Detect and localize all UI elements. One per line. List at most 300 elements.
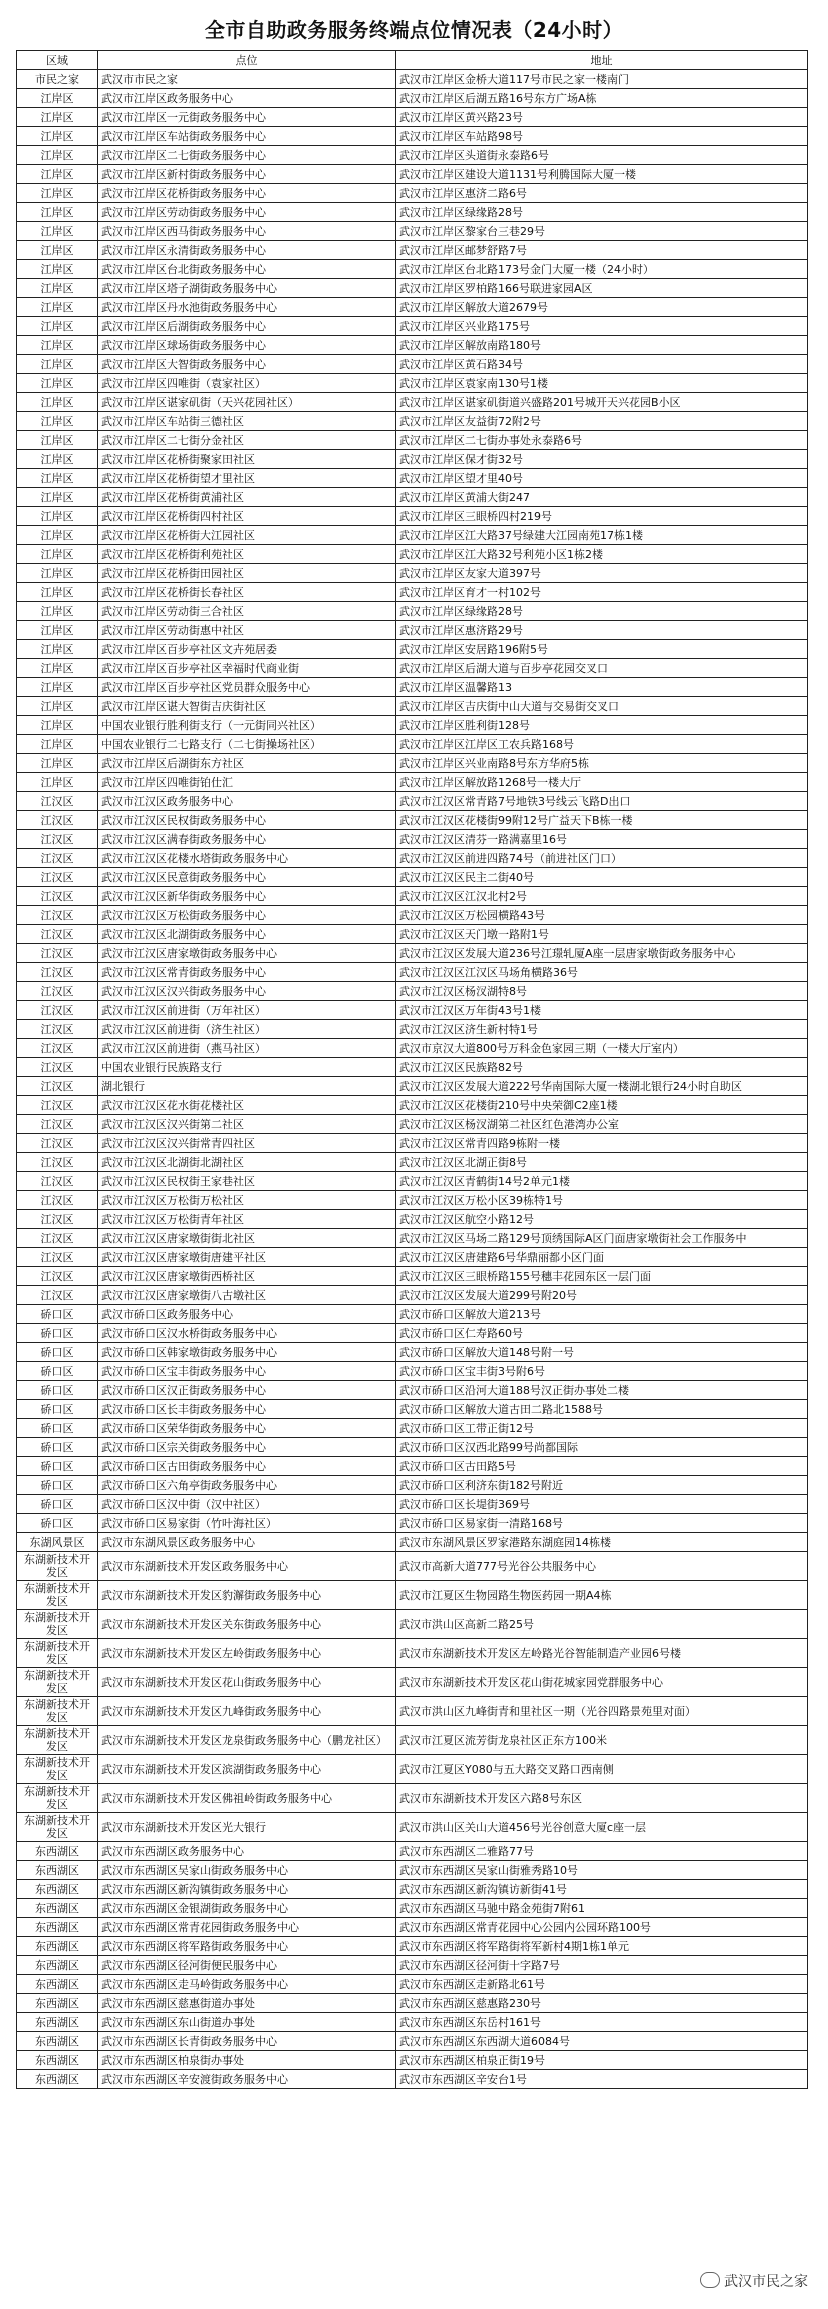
cell-area: 江岸区 — [17, 602, 98, 621]
cell-address: 武汉市江岸区头道街永泰路6号 — [396, 146, 808, 165]
table-row — [17, 507, 808, 526]
cell-location: 武汉市东西湖区政务服务中心 — [98, 1842, 396, 1861]
cell-address: 武汉市江岸区黄浦大街247 — [396, 488, 808, 507]
table-row — [17, 792, 808, 811]
cell-address: 武汉市江汉区北湖正街8号 — [396, 1153, 808, 1172]
table-row — [17, 1956, 808, 1975]
cell-area: 江汉区 — [17, 1039, 98, 1058]
terminal-location-table — [16, 50, 808, 2089]
cell-area: 江岸区 — [17, 678, 98, 697]
cell-area: 江岸区 — [17, 735, 98, 754]
column-header-address: 地址 — [396, 51, 808, 70]
cell-location: 武汉市江岸区花桥街四村社区 — [98, 507, 396, 526]
cell-location: 武汉市江汉区民权街政务服务中心 — [98, 811, 396, 830]
table-row — [17, 697, 808, 716]
table-row — [17, 906, 808, 925]
cell-address: 武汉市高新大道777号光谷公共服务中心 — [396, 1552, 808, 1581]
cell-address: 武汉市江汉区马场二路129号顶绣国际A区门面唐家墩街社会工作服务中 — [396, 1229, 808, 1248]
table-row — [17, 1381, 808, 1400]
cell-location: 武汉市江岸区丹水池街政务服务中心 — [98, 298, 396, 317]
cell-location: 武汉市江汉区北湖街政务服务中心 — [98, 925, 396, 944]
cell-location: 武汉市东湖新技术开发区佛祖岭街政务服务中心 — [98, 1784, 396, 1813]
cell-address: 武汉市东西湖区常青花园中心公园内公园环路100号 — [396, 1918, 808, 1937]
cell-area: 江岸区 — [17, 640, 98, 659]
table-row — [17, 1153, 808, 1172]
cell-location: 武汉市江岸区百步亭社区党员群众服务中心 — [98, 678, 396, 697]
table-row — [17, 1918, 808, 1937]
table-row — [17, 89, 808, 108]
cell-area: 硚口区 — [17, 1305, 98, 1324]
cell-address: 武汉市江汉区济生新村特1号 — [396, 1020, 808, 1039]
cell-area: 东西湖区 — [17, 2032, 98, 2051]
table-row — [17, 1229, 808, 1248]
cell-area: 东西湖区 — [17, 2013, 98, 2032]
cell-area: 江汉区 — [17, 1001, 98, 1020]
table-row — [17, 735, 808, 754]
table-row — [17, 1476, 808, 1495]
cell-location: 武汉市东西湖区东山街道办事处 — [98, 2013, 396, 2032]
table-row — [17, 640, 808, 659]
cell-location: 武汉市硚口区古田街政务服务中心 — [98, 1457, 396, 1476]
cell-address: 武汉市硚口区长堤街369号 — [396, 1495, 808, 1514]
cell-location: 武汉市东西湖区新沟镇街政务服务中心 — [98, 1880, 396, 1899]
cell-area: 硚口区 — [17, 1419, 98, 1438]
table-row — [17, 1305, 808, 1324]
cell-area: 东西湖区 — [17, 1975, 98, 1994]
cell-address: 武汉市江岸区后湖五路16号东方广场A栋 — [396, 89, 808, 108]
cell-area: 东湖新技术开发区 — [17, 1697, 98, 1726]
table-row — [17, 1581, 808, 1610]
table-row — [17, 849, 808, 868]
cell-area: 江岸区 — [17, 488, 98, 507]
cell-address: 武汉市东西湖区柏泉正街19号 — [396, 2051, 808, 2070]
table-row — [17, 1726, 808, 1755]
cell-location: 武汉市江岸区台北街政务服务中心 — [98, 260, 396, 279]
cell-area: 江岸区 — [17, 545, 98, 564]
cell-area: 江岸区 — [17, 697, 98, 716]
cell-location: 武汉市江岸区四唯街（袁家社区） — [98, 374, 396, 393]
column-header-location: 点位 — [98, 51, 396, 70]
cell-location: 武汉市东西湖区将军路街政务服务中心 — [98, 1937, 396, 1956]
cell-address: 武汉市东西湖区吴家山街雅秀路10号 — [396, 1861, 808, 1880]
table-body — [17, 70, 808, 2089]
cell-address: 武汉市江汉区杨汊湖第二社区红色港湾办公室 — [396, 1115, 808, 1134]
cell-area: 东西湖区 — [17, 1842, 98, 1861]
table-row — [17, 1755, 808, 1784]
cell-location: 武汉市江岸区四唯街铂仕汇 — [98, 773, 396, 792]
cell-location: 武汉市东湖新技术开发区龙泉街政务服务中心（鹏龙社区） — [98, 1726, 396, 1755]
cell-area: 江汉区 — [17, 887, 98, 906]
table-row — [17, 317, 808, 336]
cell-area: 东西湖区 — [17, 1918, 98, 1937]
cell-address: 武汉市东西湖区慈惠路230号 — [396, 1994, 808, 2013]
cell-address: 武汉市江汉区民主二街40号 — [396, 868, 808, 887]
cell-location: 武汉市江岸区永清街政务服务中心 — [98, 241, 396, 260]
cell-location: 武汉市江汉区万松街万松社区 — [98, 1191, 396, 1210]
cell-address: 武汉市江汉区航空小路12号 — [396, 1210, 808, 1229]
cell-area: 江岸区 — [17, 89, 98, 108]
cell-address: 武汉市洪山区高新二路25号 — [396, 1610, 808, 1639]
cell-address: 武汉市江夏区Y080与五大路交叉路口西南侧 — [396, 1755, 808, 1784]
table-row — [17, 659, 808, 678]
table-row — [17, 1610, 808, 1639]
cell-address: 武汉市京汉大道800号万科金色家园三期（一楼大厅室内） — [396, 1039, 808, 1058]
cell-location: 武汉市东湖新技术开发区政务服务中心 — [98, 1552, 396, 1581]
cell-area: 江岸区 — [17, 298, 98, 317]
cell-address: 武汉市江岸区兴业路175号 — [396, 317, 808, 336]
cell-location: 武汉市东西湖区吴家山街政务服务中心 — [98, 1861, 396, 1880]
cell-address: 武汉市东西湖区走新路北61号 — [396, 1975, 808, 1994]
cell-address: 武汉市江汉区前进四路74号（前进社区门口） — [396, 849, 808, 868]
cell-location: 武汉市硚口区汉正街政务服务中心 — [98, 1381, 396, 1400]
cell-area: 东西湖区 — [17, 1994, 98, 2013]
page-title: 全市自助政务服务终端点位情况表（24小时） — [204, 18, 624, 42]
cell-address: 武汉市江岸区惠济二路6号 — [396, 184, 808, 203]
cell-address: 武汉市江汉区万年街43号1楼 — [396, 1001, 808, 1020]
column-header-area: 区域 — [17, 51, 98, 70]
table-row — [17, 621, 808, 640]
cell-location: 武汉市东湖新技术开发区关东街政务服务中心 — [98, 1610, 396, 1639]
cell-location: 武汉市江岸区花桥街政务服务中心 — [98, 184, 396, 203]
table-row — [17, 412, 808, 431]
cell-address: 武汉市东西湖区将军路街将军新村4期1栋1单元 — [396, 1937, 808, 1956]
cell-area: 江汉区 — [17, 1115, 98, 1134]
table-row — [17, 1880, 808, 1899]
cell-area: 硚口区 — [17, 1495, 98, 1514]
table-row — [17, 963, 808, 982]
table-row — [17, 1697, 808, 1726]
cell-area: 东西湖区 — [17, 2051, 98, 2070]
cell-address: 武汉市江岸区解放大道2679号 — [396, 298, 808, 317]
cell-location: 武汉市江汉区前进街（燕马社区） — [98, 1039, 396, 1058]
cell-address: 武汉市江岸区胜利街128号 — [396, 716, 808, 735]
cell-area: 江岸区 — [17, 260, 98, 279]
cell-address: 武汉市硚口区易家街一清路168号 — [396, 1514, 808, 1533]
cell-address: 武汉市东西湖区东西湖大道6084号 — [396, 2032, 808, 2051]
cell-address: 武汉市硚口区利济东街182号附近 — [396, 1476, 808, 1495]
cell-area: 东湖新技术开发区 — [17, 1668, 98, 1697]
table-row — [17, 70, 808, 89]
cell-area: 东西湖区 — [17, 1899, 98, 1918]
cell-location: 武汉市江岸区谌家矶街（天兴花园社区） — [98, 393, 396, 412]
cell-location: 武汉市东西湖区辛安渡街政务服务中心 — [98, 2070, 396, 2089]
cell-address: 武汉市洪山区关山大道456号光谷创意大厦c座一层 — [396, 1813, 808, 1842]
cell-location: 武汉市江汉区新华街政务服务中心 — [98, 887, 396, 906]
cell-address: 武汉市硚口区沿河大道188号汉正街办事处二楼 — [396, 1381, 808, 1400]
table-row — [17, 355, 808, 374]
cell-address: 武汉市江岸区兴业南路8号东方华府5栋 — [396, 754, 808, 773]
cell-address: 武汉市江汉区江汉北村2号 — [396, 887, 808, 906]
cell-area: 江汉区 — [17, 982, 98, 1001]
cell-area: 东西湖区 — [17, 1880, 98, 1899]
cell-area: 东湖新技术开发区 — [17, 1639, 98, 1668]
table-row — [17, 1362, 808, 1381]
cell-location: 武汉市江岸区二七街政务服务中心 — [98, 146, 396, 165]
cell-location: 武汉市东西湖区长青街政务服务中心 — [98, 2032, 396, 2051]
table-row — [17, 488, 808, 507]
cell-area: 东西湖区 — [17, 2070, 98, 2089]
cell-address: 武汉市江岸区三眼桥四村219号 — [396, 507, 808, 526]
table-row — [17, 165, 808, 184]
table-row — [17, 1668, 808, 1697]
cell-area: 江汉区 — [17, 849, 98, 868]
cell-area: 江汉区 — [17, 792, 98, 811]
cell-location: 武汉市江岸区劳动街政务服务中心 — [98, 203, 396, 222]
cell-address: 武汉市江岸区罗柏路166号联进家园A区 — [396, 279, 808, 298]
cell-area: 东湖新技术开发区 — [17, 1784, 98, 1813]
table-row — [17, 1457, 808, 1476]
cell-area: 东西湖区 — [17, 1956, 98, 1975]
cell-address: 武汉市江汉区杨汊湖特8号 — [396, 982, 808, 1001]
cell-location: 武汉市江岸区花桥街长春社区 — [98, 583, 396, 602]
cell-location: 武汉市东西湖区常青花园街政务服务中心 — [98, 1918, 396, 1937]
cell-area: 东湖新技术开发区 — [17, 1813, 98, 1842]
table-row — [17, 716, 808, 735]
cell-address: 武汉市江岸区安居路196附5号 — [396, 640, 808, 659]
table-row — [17, 450, 808, 469]
cell-address: 武汉市东西湖区东岳村161号 — [396, 2013, 808, 2032]
table-row — [17, 260, 808, 279]
cell-address: 武汉市江岸区黄兴路23号 — [396, 108, 808, 127]
table-row — [17, 146, 808, 165]
cell-location: 武汉市江岸区后湖街东方社区 — [98, 754, 396, 773]
cell-location: 武汉市江岸区花桥街田园社区 — [98, 564, 396, 583]
cell-area: 江岸区 — [17, 621, 98, 640]
cell-address: 武汉市江岸区吉庆街中山大道与交易街交叉口 — [396, 697, 808, 716]
cell-area: 硚口区 — [17, 1362, 98, 1381]
cell-area: 硚口区 — [17, 1457, 98, 1476]
table-row — [17, 754, 808, 773]
cell-address: 武汉市江汉区花楼街99附12号广益天下B栋一楼 — [396, 811, 808, 830]
cell-location: 武汉市硚口区汉中街（汉中社区） — [98, 1495, 396, 1514]
cell-location: 武汉市硚口区韩家墩街政务服务中心 — [98, 1343, 396, 1362]
table-row — [17, 336, 808, 355]
cell-address: 武汉市江岸区育才一村102号 — [396, 583, 808, 602]
cell-location: 武汉市江岸区花桥街黄浦社区 — [98, 488, 396, 507]
cell-area: 硚口区 — [17, 1438, 98, 1457]
cell-area: 市民之家 — [17, 70, 98, 89]
cell-address: 武汉市江汉区常青路7号地铁3号线云飞路D出口 — [396, 792, 808, 811]
cell-location: 武汉市江汉区唐家墩街唐建平社区 — [98, 1248, 396, 1267]
cell-address: 武汉市洪山区九峰街青和里社区一期（光谷四路景苑里对面） — [396, 1697, 808, 1726]
cell-address: 武汉市江岸区解放南路180号 — [396, 336, 808, 355]
cell-area: 硚口区 — [17, 1343, 98, 1362]
cell-location: 武汉市江岸区劳动街惠中社区 — [98, 621, 396, 640]
cell-location: 武汉市江汉区政务服务中心 — [98, 792, 396, 811]
table-row — [17, 1001, 808, 1020]
cell-address: 武汉市江汉区三眼桥路155号穗丰花园东区一层门面 — [396, 1267, 808, 1286]
cell-address: 武汉市东湖新技术开发区左岭路光谷智能制造产业园6号楼 — [396, 1639, 808, 1668]
table-row — [17, 1096, 808, 1115]
table-row — [17, 887, 808, 906]
cell-address: 武汉市江汉区常青四路9栋附一楼 — [396, 1134, 808, 1153]
cell-area: 江岸区 — [17, 583, 98, 602]
cell-address: 武汉市江岸区惠济路29号 — [396, 621, 808, 640]
cell-location: 武汉市江岸区塔子湖街政务服务中心 — [98, 279, 396, 298]
cell-address: 武汉市硚口区解放大道古田二路北1588号 — [396, 1400, 808, 1419]
cell-location: 中国农业银行民族路支行 — [98, 1058, 396, 1077]
table-row — [17, 1267, 808, 1286]
cell-location: 武汉市江汉区唐家墩街八古墩社区 — [98, 1286, 396, 1305]
table-row — [17, 2013, 808, 2032]
table-row — [17, 1058, 808, 1077]
cell-location: 武汉市东湖新技术开发区左岭街政务服务中心 — [98, 1639, 396, 1668]
cell-location: 武汉市江岸区车站街政务服务中心 — [98, 127, 396, 146]
cell-area: 江汉区 — [17, 906, 98, 925]
table-row — [17, 526, 808, 545]
cell-area: 硚口区 — [17, 1400, 98, 1419]
table-row — [17, 298, 808, 317]
cell-location: 中国农业银行胜利街支行（一元街同兴社区） — [98, 716, 396, 735]
table-row — [17, 1210, 808, 1229]
table-row — [17, 1813, 808, 1842]
table-row — [17, 1400, 808, 1419]
cell-address: 武汉市江岸区黎家台三巷29号 — [396, 222, 808, 241]
table-row — [17, 108, 808, 127]
cell-area: 江岸区 — [17, 165, 98, 184]
cell-location: 武汉市硚口区宝丰街政务服务中心 — [98, 1362, 396, 1381]
cell-area: 东湖风景区 — [17, 1533, 98, 1552]
cell-location: 武汉市江汉区万松街青年社区 — [98, 1210, 396, 1229]
cell-area: 东湖新技术开发区 — [17, 1581, 98, 1610]
table-row — [17, 1419, 808, 1438]
cell-address: 武汉市江岸区建设大道1131号利腾国际大厦一楼 — [396, 165, 808, 184]
cell-location: 武汉市东湖新技术开发区花山街政务服务中心 — [98, 1668, 396, 1697]
cell-area: 江岸区 — [17, 469, 98, 488]
cell-address: 武汉市江岸区江大路37号绿建大江园南苑17栋1楼 — [396, 526, 808, 545]
cell-location: 武汉市江岸区政务服务中心 — [98, 89, 396, 108]
cell-area: 江汉区 — [17, 1267, 98, 1286]
cell-location: 武汉市江汉区民权街王家巷社区 — [98, 1172, 396, 1191]
cell-location: 武汉市江汉区常青街政务服务中心 — [98, 963, 396, 982]
cell-address: 武汉市江汉区发展大道236号江璟轧厦A座一层唐家墩街政务服务中心 — [396, 944, 808, 963]
cell-location: 武汉市江汉区满春街政务服务中心 — [98, 830, 396, 849]
cell-address: 武汉市江汉区江汉区马场角横路36号 — [396, 963, 808, 982]
table-row — [17, 1975, 808, 1994]
cell-area: 江岸区 — [17, 222, 98, 241]
cell-area: 江岸区 — [17, 203, 98, 222]
table-row — [17, 1286, 808, 1305]
cell-address: 武汉市江汉区青鹤街14号2单元1楼 — [396, 1172, 808, 1191]
table-row — [17, 393, 808, 412]
cell-area: 硚口区 — [17, 1514, 98, 1533]
cell-area: 江汉区 — [17, 1248, 98, 1267]
cell-location: 武汉市硚口区长丰街政务服务中心 — [98, 1400, 396, 1419]
cell-area: 江岸区 — [17, 450, 98, 469]
cell-address: 武汉市硚口区解放大道213号 — [396, 1305, 808, 1324]
cell-location: 武汉市江汉区汉兴街常青四社区 — [98, 1134, 396, 1153]
table-row — [17, 1191, 808, 1210]
cell-area: 江汉区 — [17, 1134, 98, 1153]
table-row — [17, 1134, 808, 1153]
cell-location: 中国农业银行二七路支行（二七街操场社区） — [98, 735, 396, 754]
cell-address: 武汉市江岸区二七街办事处永泰路6号 — [396, 431, 808, 450]
cell-area: 江汉区 — [17, 1020, 98, 1039]
cell-area: 江岸区 — [17, 412, 98, 431]
cell-area: 江岸区 — [17, 754, 98, 773]
cell-location: 武汉市江岸区球场街政务服务中心 — [98, 336, 396, 355]
table-row — [17, 583, 808, 602]
cell-location: 武汉市江岸区花桥街望才里社区 — [98, 469, 396, 488]
cell-area: 江岸区 — [17, 146, 98, 165]
cell-location: 武汉市江汉区前进街（济生社区） — [98, 1020, 396, 1039]
table-row — [17, 925, 808, 944]
wechat-icon — [700, 2272, 720, 2288]
table-row — [17, 1533, 808, 1552]
cell-area: 江岸区 — [17, 336, 98, 355]
table-row — [17, 203, 808, 222]
cell-area: 江岸区 — [17, 526, 98, 545]
table-row — [17, 1039, 808, 1058]
cell-address: 武汉市东西湖区马驰中路金苑街7附61 — [396, 1899, 808, 1918]
cell-address: 武汉市硚口区古田路5号 — [396, 1457, 808, 1476]
cell-location: 武汉市江汉区前进街（万年社区） — [98, 1001, 396, 1020]
table-row — [17, 184, 808, 203]
cell-area: 江岸区 — [17, 773, 98, 792]
table-row — [17, 830, 808, 849]
cell-location: 湖北银行 — [98, 1077, 396, 1096]
cell-address: 武汉市江夏区流芳街龙泉社区正东方100米 — [396, 1726, 808, 1755]
cell-area: 江岸区 — [17, 241, 98, 260]
cell-address: 武汉市江岸区台北路173号金门大厦一楼（24小时） — [396, 260, 808, 279]
cell-address: 武汉市江岸区后湖大道与百步亭花园交叉口 — [396, 659, 808, 678]
cell-location: 武汉市江汉区花水街花楼社区 — [98, 1096, 396, 1115]
cell-area: 东湖新技术开发区 — [17, 1552, 98, 1581]
cell-location: 武汉市江汉区花楼水塔街政务服务中心 — [98, 849, 396, 868]
table-row — [17, 127, 808, 146]
cell-address: 武汉市江汉区清芬一路满嘉里16号 — [396, 830, 808, 849]
cell-address: 武汉市东湖新技术开发区花山街花城家园党群服务中心 — [396, 1668, 808, 1697]
cell-location: 武汉市东西湖区柏泉街办事处 — [98, 2051, 396, 2070]
cell-address: 武汉市江岸区袁家南130号1楼 — [396, 374, 808, 393]
cell-area: 江汉区 — [17, 1210, 98, 1229]
table-row — [17, 1842, 808, 1861]
cell-area: 硚口区 — [17, 1381, 98, 1400]
cell-area: 东湖新技术开发区 — [17, 1726, 98, 1755]
cell-address: 武汉市东湖新技术开发区六路8号东区 — [396, 1784, 808, 1813]
cell-area: 江汉区 — [17, 811, 98, 830]
cell-location: 武汉市江汉区唐家墩街街北社区 — [98, 1229, 396, 1248]
table-row — [17, 1077, 808, 1096]
cell-location: 武汉市硚口区汉水桥街政务服务中心 — [98, 1324, 396, 1343]
cell-address: 武汉市江岸区友家大道397号 — [396, 564, 808, 583]
cell-location: 武汉市硚口区易家街（竹叶海社区） — [98, 1514, 396, 1533]
table-row — [17, 1937, 808, 1956]
cell-area: 江岸区 — [17, 374, 98, 393]
cell-address: 武汉市江岸区绿缘路28号 — [396, 602, 808, 621]
cell-location: 武汉市硚口区宗关街政务服务中心 — [98, 1438, 396, 1457]
cell-area: 江岸区 — [17, 431, 98, 450]
cell-area: 江岸区 — [17, 393, 98, 412]
cell-area: 江汉区 — [17, 830, 98, 849]
cell-address: 武汉市硚口区宝丰街3号附6号 — [396, 1362, 808, 1381]
table-row — [17, 811, 808, 830]
cell-location: 武汉市江岸区新村街政务服务中心 — [98, 165, 396, 184]
cell-location: 武汉市江岸区西马街政务服务中心 — [98, 222, 396, 241]
wechat-watermark — [694, 2269, 814, 2293]
cell-location: 武汉市硚口区荣华街政务服务中心 — [98, 1419, 396, 1438]
cell-address: 武汉市江岸区温馨路13 — [396, 678, 808, 697]
cell-address: 武汉市东西湖区径河街十字路7号 — [396, 1956, 808, 1975]
cell-area: 江汉区 — [17, 1058, 98, 1077]
cell-area: 江岸区 — [17, 716, 98, 735]
table-row — [17, 1899, 808, 1918]
cell-location: 武汉市硚口区政务服务中心 — [98, 1305, 396, 1324]
cell-area: 江岸区 — [17, 108, 98, 127]
cell-address: 武汉市江汉区唐建路6号华鼎丽都小区门面 — [396, 1248, 808, 1267]
cell-address: 武汉市江岸区保才街32号 — [396, 450, 808, 469]
table-row — [17, 982, 808, 1001]
